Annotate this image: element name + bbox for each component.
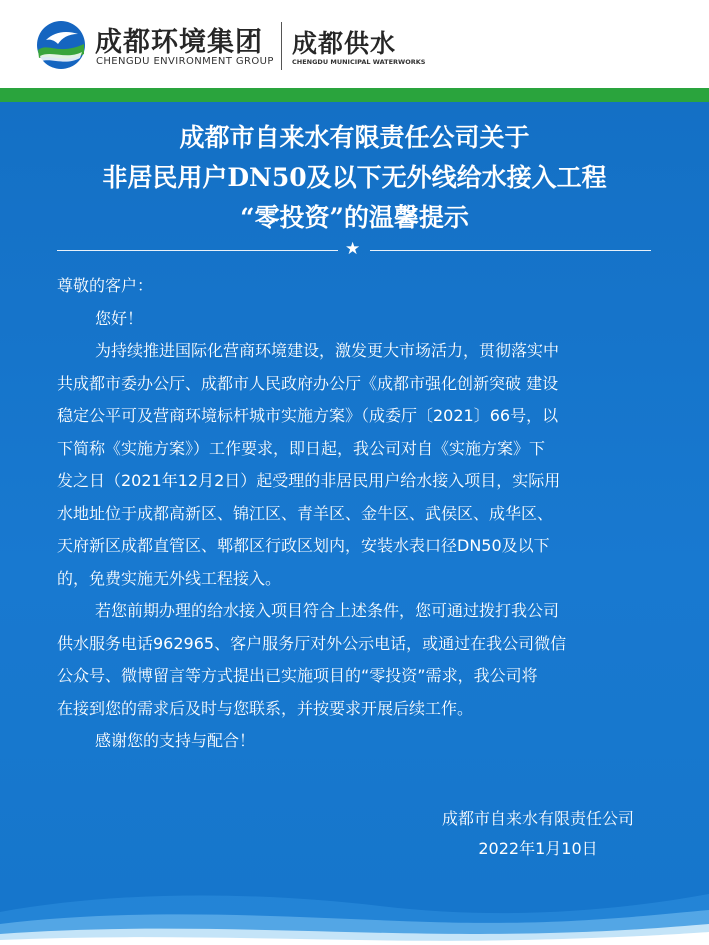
header-accent-band [0,88,709,102]
greeting: 您好！ [95,308,144,328]
signature-date: 2022年1月10日 [478,839,598,858]
paragraph-line: 的，免费实施无外线工程接入。 [57,568,282,588]
signature-block [428,804,648,864]
bird-wave-logo-icon [36,20,86,70]
paragraph-line: 在接到您的需求后及时与您联系，并按要求开展后续工作。 [57,698,474,718]
notice-title-line: 非居民用户DN50及以下无外线给水接入工程 [102,163,607,192]
paragraph-line: 共成都市委办公厅、成都市人民政府办公厅《成都市强化创新突破 建设 [57,373,559,393]
brand-name-en: CHENGDU ENVIRONMENT GROUP [96,56,274,67]
paragraph-line: 为持续推进国际化营商环境建设，激发更大市场活力，贯彻落实中 [95,341,560,360]
paragraph-line: 天府新区成都直管区、郫都区行政区划内，安装水表口径DN50及以下 [57,536,550,555]
header-divider [281,22,282,70]
salutation: 尊敬的客户： [57,276,154,295]
paragraph-line: 若您前期办理的给水接入项目符合上述条件，您可通过拨打我公司 [95,601,560,620]
notice-title [0,118,709,238]
paragraph-line: 公众号、微博留言等方式提出已实施项目的“零投资”需求，我公司将 [57,666,538,685]
star-icon: ★ [345,239,361,259]
notice-title-line: “零投资”的温馨提示 [240,203,469,232]
signature-org: 成都市自来水有限责任公司 [441,809,634,828]
notice-panel [0,102,709,945]
sub-brand-en: CHENGDU MUNICIPAL WATERWORKS [292,58,426,66]
header-bar [0,0,709,88]
paragraph-line: 供水服务电话962965、客户服务厅对外公示电话，或通过在我公司微信 [57,633,567,653]
closing-line: 感谢您的支持与配合！ [95,731,256,750]
notice-body [57,270,657,758]
paragraph-line: 下简称《实施方案》）工作要求，即日起，我公司对自《实施方案》下 [57,438,546,458]
sub-brand-cn: 成都供水 [292,29,397,58]
brand-name-cn: 成都环境集团 [95,27,263,58]
title-rule-left [57,250,338,251]
title-rule-right [370,250,651,251]
paragraph-line: 发之日（2021年12月2日）起受理的非居民用户给水接入项目，实际用 [57,471,561,490]
wave-decoration [0,872,709,945]
notice-title-line: 成都市自来水有限责任公司关于 [179,123,530,152]
paragraph-line: 水地址位于成都高新区、锦江区、青羊区、金牛区、武侯区、成华区、 [57,503,554,523]
paragraph-line: 稳定公平可及营商环境标杆城市实施方案》（成委厅〔2021〕66号，以 [57,406,559,425]
